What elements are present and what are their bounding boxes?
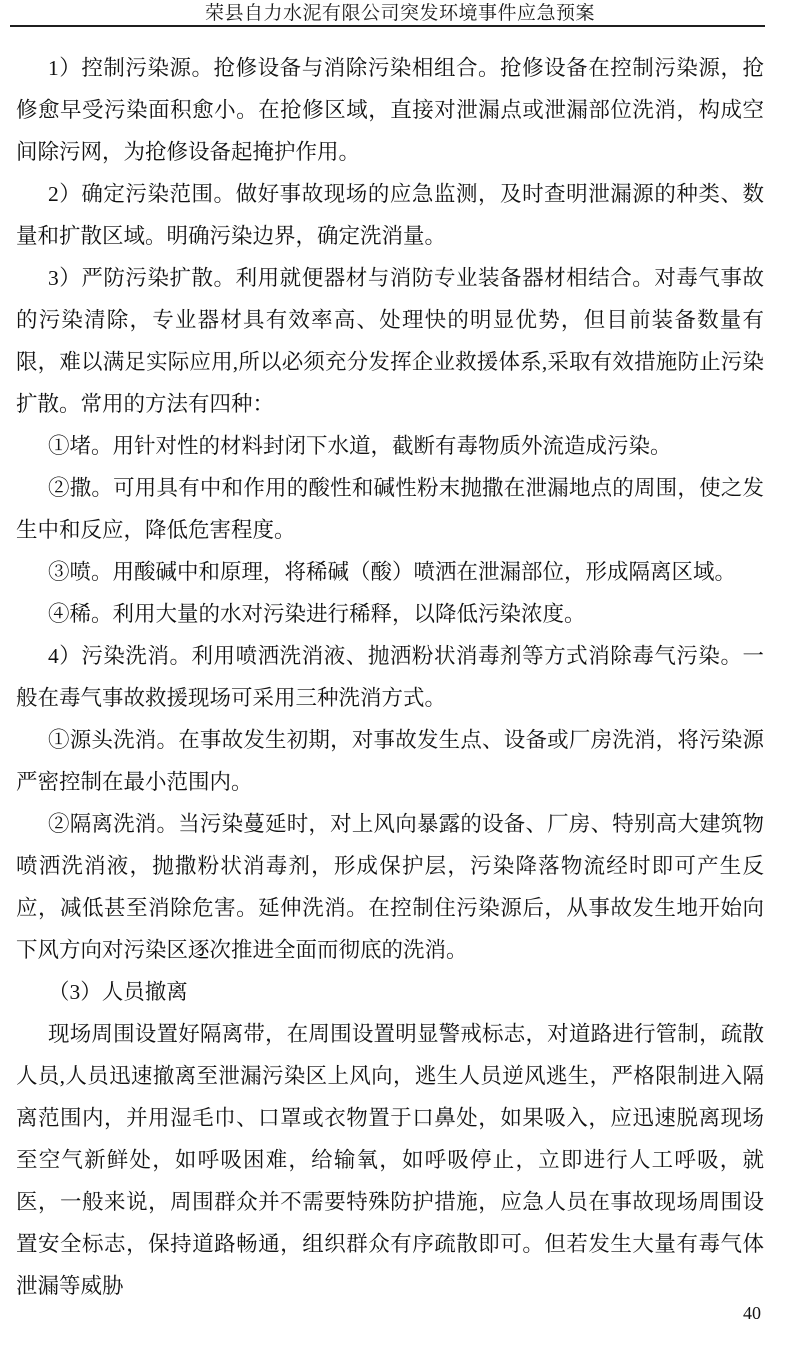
- list-item-scatter: ②撒。可用具有中和作用的酸性和碱性粉末抛撒在泄漏地点的周围，使之发生中和反应，降低危害程度。: [16, 476, 764, 542]
- paragraph-evacuation-details: 现场周围设置好隔离带，在周围设置明显警戒标志，对道路进行管制，疏散人员,人员迅速撤离至泄漏污染区上风向，逃生人员逆风逃生，严格限制进入隔离范围内，并用湿毛巾、口罩或衣物置于口鼻处，如果吸入，应迅速脱离现场至空气新鲜处，如呼吸困难，给输氧，如呼吸停止，立即进行人工呼吸，就医，一般来说，周围群众并不需要特殊防护措施，应急人员在事故现场周围设置安全标志，保持道路畅通，组织群众有序疏散即可。但若发生大量有毒气体泄漏等威胁: [16, 1022, 764, 1298]
- paragraph-pollution-decontamination: 4）污染洗消。利用喷洒洗消液、抛洒粉状消毒剂等方式消除毒气污染。一般在毒气事故救援现场可采用三种洗消方式。: [16, 644, 764, 710]
- paragraph-determine-pollution-scope: 2）确定污染范围。做好事故现场的应急监测，及时查明泄漏源的种类、数量和扩散区域。明确污染边界，确定洗消量。: [16, 182, 764, 248]
- list-item-spray: ③喷。用酸碱中和原理，将稀碱（酸）喷洒在泄漏部位，形成隔离区域。: [48, 560, 737, 584]
- list-item-source-decontamination: ①源头洗消。在事故发生初期，对事故发生点、设备或厂房洗消，将污染源严密控制在最小范围内。: [16, 728, 764, 794]
- list-item-block: ①堵。用针对性的材料封闭下水道，截断有毒物质外流造成污染。: [48, 434, 672, 458]
- page-number: 40: [743, 1303, 761, 1323]
- list-item-isolation-decontamination: ②隔离洗消。当污染蔓延时，对上风向暴露的设备、厂房、特别高大建筑物喷洒洗消液，抛撒粉状消毒剂，形成保护层，污染降落物流经时即可产生反应，减低甚至消除危害。延伸洗消。在控制住污染源后，从事故发生地开始向下风方向对污染区逐次推进全面而彻底的洗消。: [16, 812, 764, 962]
- paragraph-prevent-pollution-spread: 3）严防污染扩散。利用就便器材与消防专业装备器材相结合。对毒气事故的污染清除，专业器材具有效率高、处理快的明显优势，但目前装备数量有限，难以满足实际应用,所以必须充分发挥企业救援体系,采取有效措施防止污染扩散。常用的方法有四种：: [16, 266, 764, 416]
- paragraph-control-pollution-source: 1）控制污染源。抢修设备与消除污染相组合。抢修设备在控制污染源，抢修愈早受污染面积愈小。在抢修区域，直接对泄漏点或泄漏部位洗消，构成空间除污网，为抢修设备起掩护作用。: [16, 56, 764, 164]
- page-header-title: 荣县自力水泥有限公司突发环境事件应急预案: [204, 3, 595, 24]
- document-body: [16, 47, 764, 1307]
- list-item-dilute: ④稀。利用大量的水对污染进行稀释，以降低污染浓度。: [48, 602, 586, 626]
- header-divider: [10, 25, 765, 27]
- section-heading-personnel-evacuation: （3）人员撤离: [48, 980, 188, 1004]
